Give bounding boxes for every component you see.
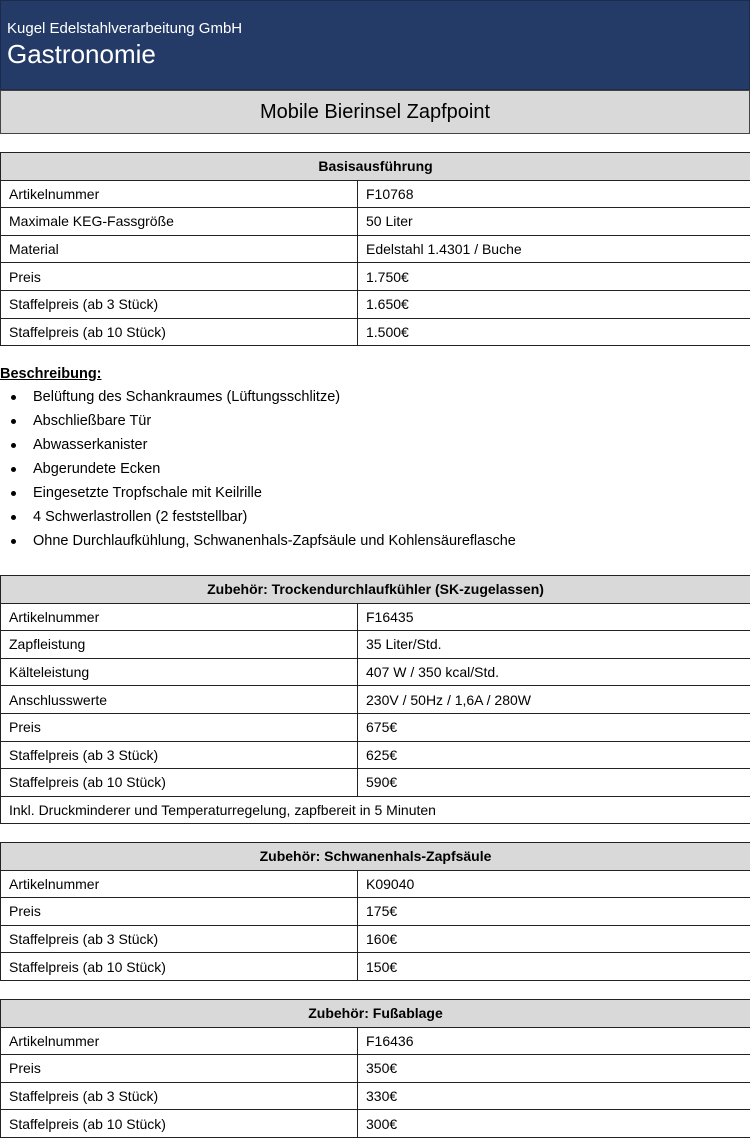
table-row (1, 235, 750, 263)
row-label: Staffelpreis (ab 10 Stück) (1, 769, 358, 797)
list-item-text: 4 Schwerlastrollen (2 feststellbar) (33, 509, 248, 525)
description-list (0, 385, 750, 553)
base-table (0, 152, 750, 346)
bullet-icon (11, 467, 16, 472)
row-value: K09040 (358, 870, 750, 898)
list-item (0, 529, 750, 553)
row-value: 1.500€ (358, 318, 750, 346)
list-item-text: Eingesetzte Tropfschale mit Keilrille (33, 485, 262, 501)
row-value: 675€ (358, 713, 750, 741)
table-row (1, 263, 750, 291)
table-row (1, 1110, 750, 1138)
cooler-note: Inkl. Druckminderer und Temperaturregelung, zapfbereit in 5 Minuten (1, 796, 750, 824)
row-value: 300€ (358, 1110, 750, 1138)
row-value: 150€ (358, 953, 750, 981)
list-item (0, 481, 750, 505)
row-value: 1.650€ (358, 290, 750, 318)
row-label: Staffelpreis (ab 3 Stück) (1, 741, 358, 769)
table-row (1, 603, 750, 631)
row-value: F16435 (358, 603, 750, 631)
list-item-text: Abgerundete Ecken (33, 461, 161, 477)
row-value: 230V / 50Hz / 1,6A / 280W (358, 686, 750, 714)
row-value: 1.750€ (358, 263, 750, 291)
row-label: Preis (1, 1055, 358, 1083)
description-title: Beschreibung: (0, 366, 102, 382)
row-value: 50 Liter (358, 208, 750, 236)
cooler-table (0, 575, 750, 824)
tap-table (0, 842, 750, 981)
row-value: 35 Liter/Std. (358, 631, 750, 659)
table-row (1, 713, 750, 741)
table-row (1, 1027, 750, 1055)
table-row (1, 208, 750, 236)
product-title: Mobile Bierinsel Zapfpoint (0, 90, 750, 134)
table-row (1, 180, 750, 208)
bullet-icon (11, 395, 16, 400)
row-value: 407 W / 350 kcal/Std. (358, 658, 750, 686)
base-table-title: Basisausführung (1, 153, 750, 181)
table-row (1, 925, 750, 953)
row-label: Artikelnummer (1, 1027, 358, 1055)
table-row (1, 686, 750, 714)
table-row (1, 631, 750, 659)
row-label: Kälteleistung (1, 658, 358, 686)
table-row (1, 769, 750, 797)
row-label: Staffelpreis (ab 3 Stück) (1, 925, 358, 953)
row-value: 330€ (358, 1082, 750, 1110)
row-value: 625€ (358, 741, 750, 769)
row-label: Staffelpreis (ab 10 Stück) (1, 1110, 358, 1138)
footrest-table-title: Zubehör: Fußablage (1, 1000, 750, 1028)
row-value: 175€ (358, 898, 750, 926)
table-row (1, 796, 750, 824)
list-item (0, 409, 750, 433)
list-item-text: Abwasserkanister (33, 437, 148, 453)
bullet-icon (11, 419, 16, 424)
list-item-text: Belüftung des Schankraumes (Lüftungsschlitze) (33, 389, 341, 405)
bullet-icon (11, 491, 16, 496)
table-row (1, 318, 750, 346)
row-label: Maximale KEG-Fassgröße (1, 208, 358, 236)
department-title: Gastronomie (7, 39, 156, 69)
tap-table-title: Zubehör: Schwanenhals-Zapfsäule (1, 843, 750, 871)
row-label: Artikelnummer (1, 180, 358, 208)
row-value: Edelstahl 1.4301 / Buche (358, 235, 750, 263)
table-row (1, 953, 750, 981)
row-value: 590€ (358, 769, 750, 797)
row-value: 350€ (358, 1055, 750, 1083)
row-label: Staffelpreis (ab 10 Stück) (1, 953, 358, 981)
row-label: Anschlusswerte (1, 686, 358, 714)
table-row (1, 870, 750, 898)
company-name: Kugel Edelstahlverarbeitung GmbH (7, 20, 243, 37)
row-label: Zapfleistung (1, 631, 358, 659)
bullet-icon (11, 515, 16, 520)
list-item-text: Abschließbare Tür (33, 413, 152, 429)
bullet-icon (11, 539, 16, 544)
row-value: 160€ (358, 925, 750, 953)
table-row (1, 898, 750, 926)
row-label: Staffelpreis (ab 3 Stück) (1, 290, 358, 318)
cooler-table-title: Zubehör: Trockendurchlaufkühler (SK-zugelassen) (1, 576, 750, 604)
list-item (0, 457, 750, 481)
row-label: Material (1, 235, 358, 263)
footrest-table (0, 999, 750, 1138)
row-label: Artikelnummer (1, 603, 358, 631)
description-section (0, 365, 750, 553)
row-label: Preis (1, 713, 358, 741)
row-label: Staffelpreis (ab 10 Stück) (1, 318, 358, 346)
table-row (1, 290, 750, 318)
list-item (0, 385, 750, 409)
bullet-icon (11, 443, 16, 448)
table-row (1, 1055, 750, 1083)
row-label: Staffelpreis (ab 3 Stück) (1, 1082, 358, 1110)
row-label: Preis (1, 263, 358, 291)
list-item (0, 505, 750, 529)
table-row (1, 741, 750, 769)
list-item-text: Ohne Durchlaufkühlung, Schwanenhals-Zapfsäule und Kohlensäureflasche (33, 533, 516, 549)
row-value: F10768 (358, 180, 750, 208)
page-header (0, 0, 750, 90)
row-label: Artikelnummer (1, 870, 358, 898)
row-value: F16436 (358, 1027, 750, 1055)
list-item (0, 433, 750, 457)
row-label: Preis (1, 898, 358, 926)
table-row (1, 658, 750, 686)
table-row (1, 1082, 750, 1110)
